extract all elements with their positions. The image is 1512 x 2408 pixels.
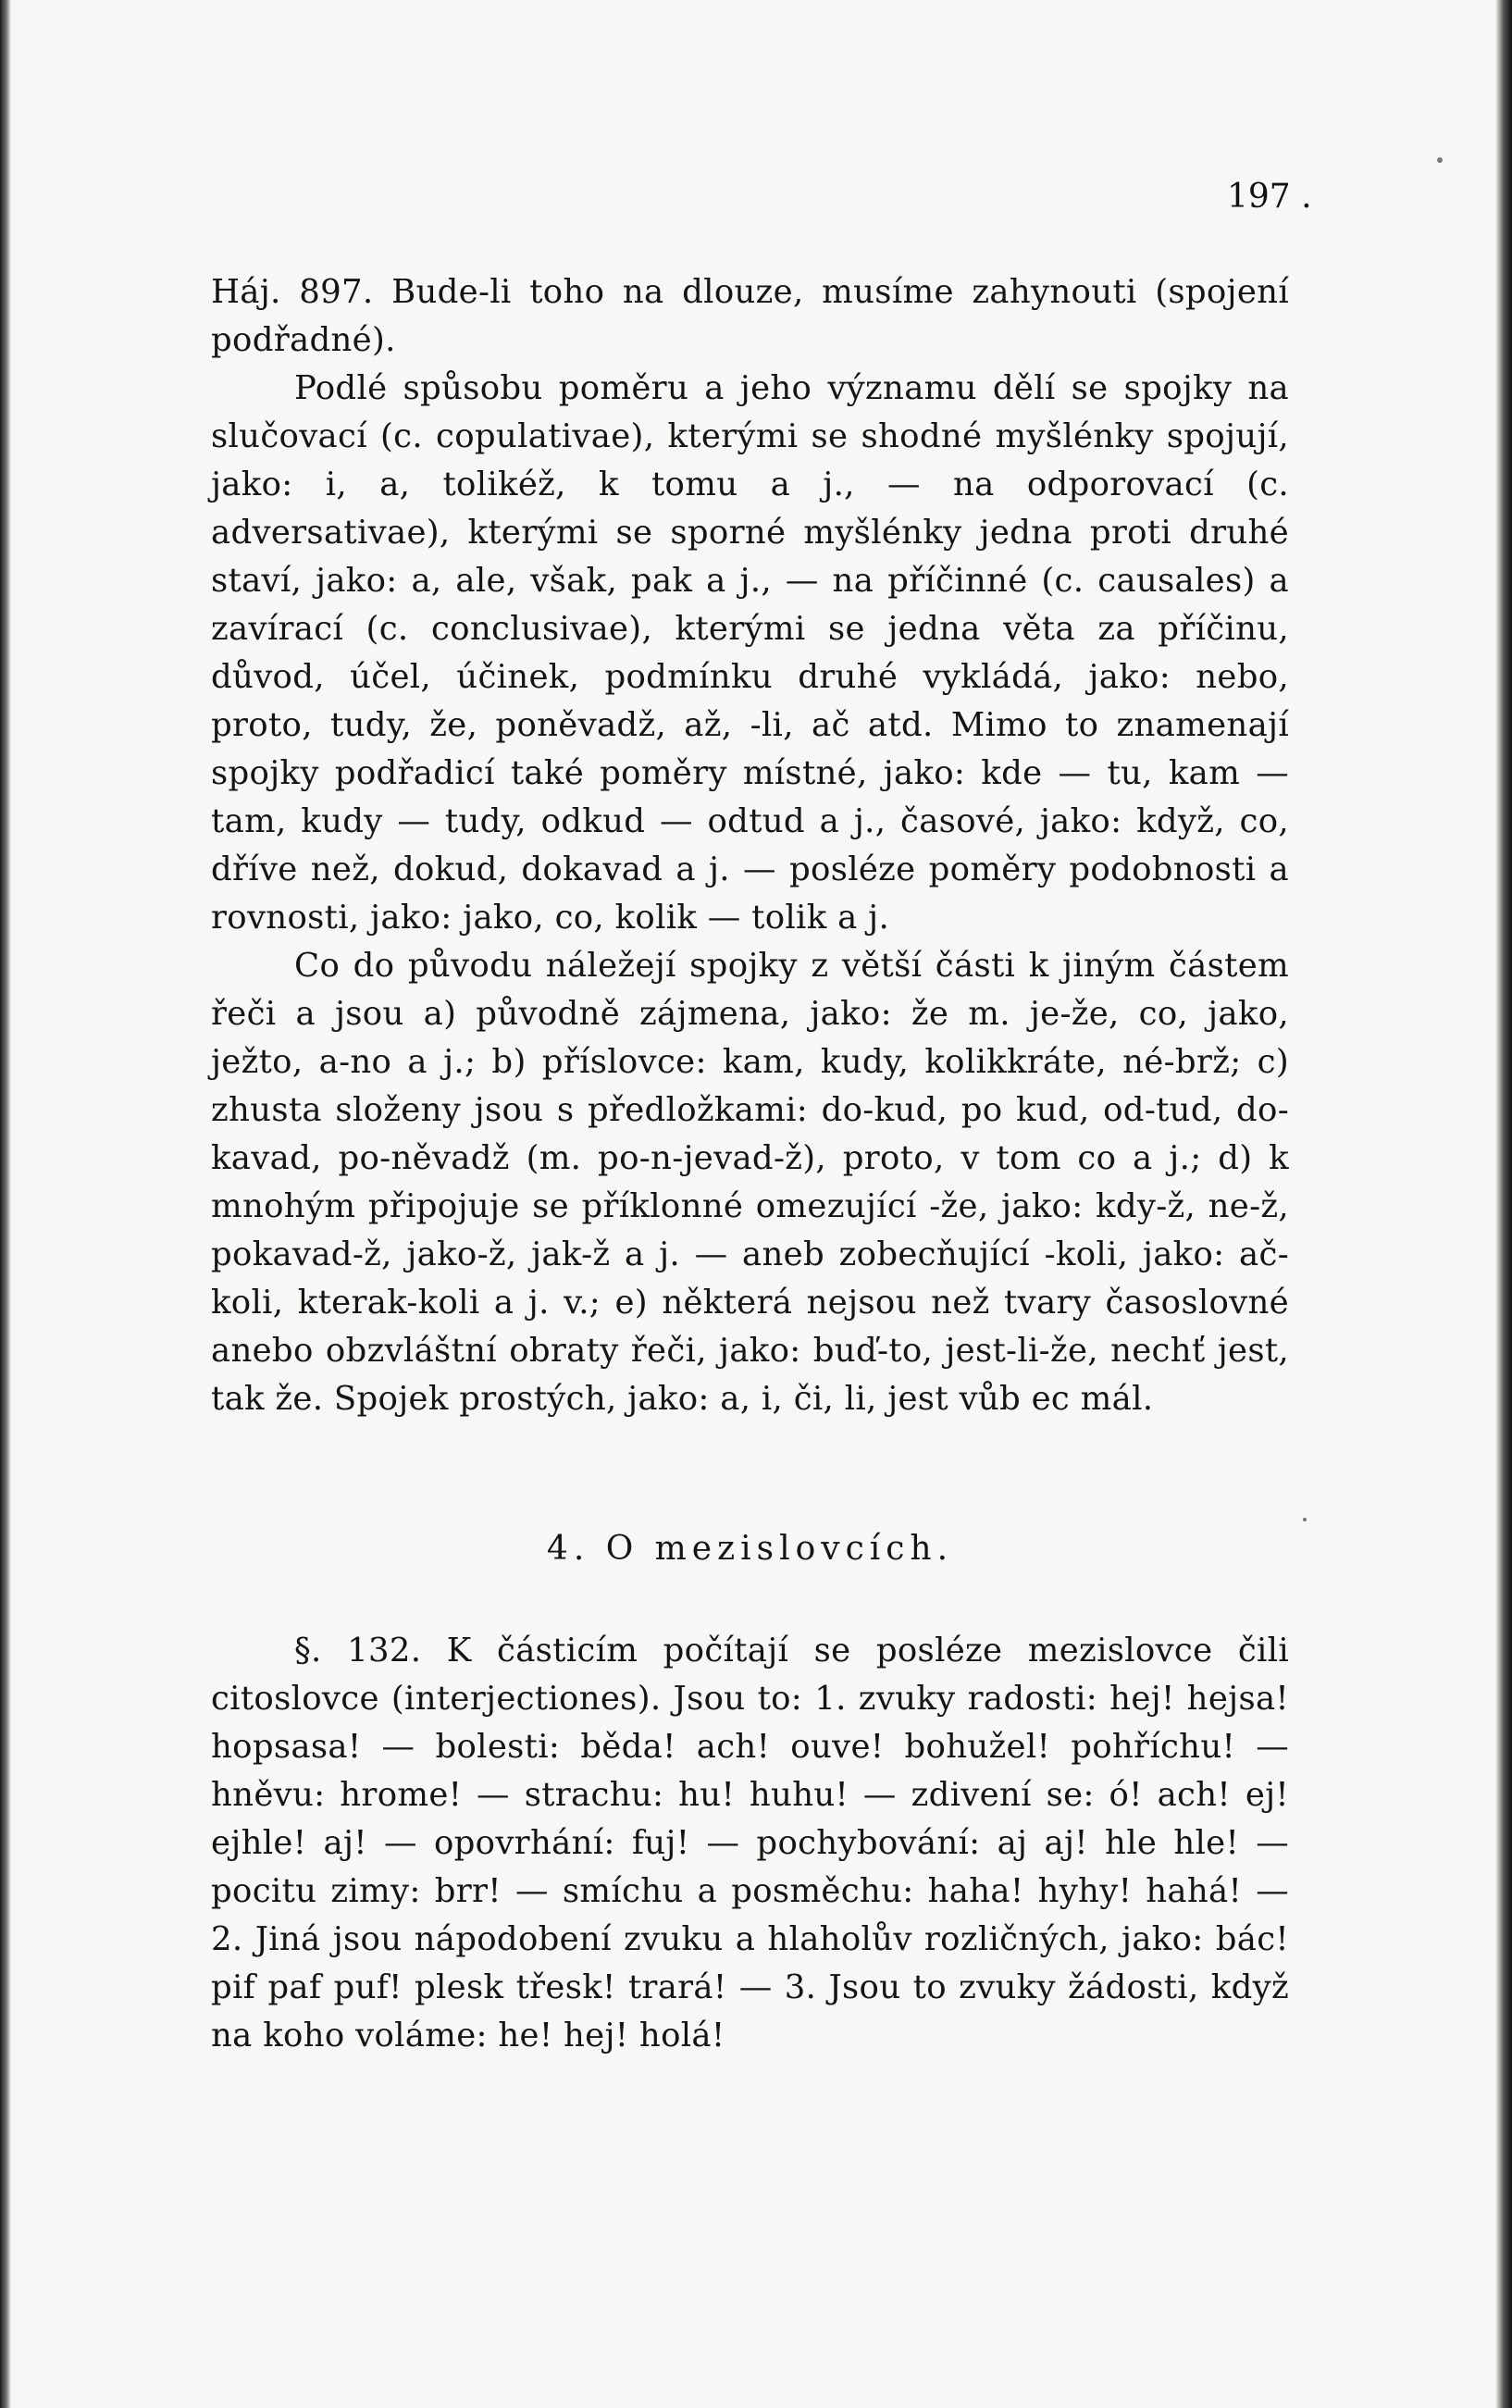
page-left-shadow <box>0 0 11 2408</box>
paragraph-example: Háj. 897. Bude-li toho na dlouze, musíme zahynouti (spojení podřadné). <box>211 273 1289 359</box>
paragraph-interjections: §. 132. K částicím počítají se posléze mezislovce čili citoslovce (interjectiones). Jsou to: 1. zvuky radosti: hej! hejsa! hopsasa! — bolesti: běda! ach! ouve! bohužel! pohříchu! — hněvu: hrome! — strachu: hu! huhu! — zdivení se: ó! ach! ej! ejhle! aj! — opovrhání: fuj! — pochybování: aj aj! hle hle! — pocitu zimy: brr! — smíchu a posměchu: haha! hyhy! hahá! — 2. Jiná jsou nápodobení zvuku a hlaholův rozličných, jako: bác! pif paf puf! plesk třesk! trará! — 3. Jsou to zvuky žádosti, když na koho voláme: he! hej! holá! <box>211 1632 1289 2054</box>
paragraph-conjunction-types: Podlé spůsobu poměru a jeho významu dělí se spojky na slučovací (c. copulativae), kterými se shodné myšlénky spojují, jako: i, a, tolikéž, k tomu a j., — na odporovací (c. adversativae), kterými se sporné myšlénky jedna proti druhé staví, jako: a, ale, však, pak a j., — na příčinné (c. causales) a zavírací (c. conclusivae), kterými se jedna věta za příčinu, důvod, účel, účinek, podmínku druhé vykládá, jako: nebo, proto, tudy, že, poněvadž, až, -li, ač atd. Mimo to znamenají spojky podřadicí také poměry místné, jako: kde — tu, kam — tam, kudy — tudy, odkud — odtud a j., časové, jako: když, co, dříve než, dokud, dokavad a j. — posléze poměry podobnosti a rovnosti, jako: jako, co, kolik — tolik a j. <box>211 369 1289 937</box>
body-text <box>211 268 1289 2060</box>
scan-speck <box>1303 1518 1307 1521</box>
page-right-shadow <box>1495 0 1512 2408</box>
section-heading: 4. O mezislovcích. <box>546 1530 954 1568</box>
page-number: 197 . <box>1227 178 1312 216</box>
paragraph-conjunction-origin: Co do původu náležejí spojky z větší části k jiným částem řeči a jsou a) původně zájmena, jako: že m. je-že, co, jako, ježto, a-no a j.; b) příslovce: kam, kudy, kolikkráte, né-brž; c) zhusta složeny jsou s předložkami: do-kud, po kud, od-tud, do-kavad, po-něvadž (m. po-n-jevad-ž), proto, v tom co a j.; d) k mnohým připojuje se příklonné omezující -že, jako: kdy-ž, ne-ž, pokavad-ž, jako-ž, jak-ž a j. — aneb zobecňující -koli, jako: ač-koli, kterak-koli a j. v.; e) některá nejsou než tvary časoslovné anebo obzvláštní obraty řeči, jako: buď-to, jest-li-že, nechť jest, tak že. Spojek prostých, jako: a, i, či, li, jest vůb ec mál. <box>211 947 1289 1418</box>
scan-speck <box>1437 157 1443 163</box>
